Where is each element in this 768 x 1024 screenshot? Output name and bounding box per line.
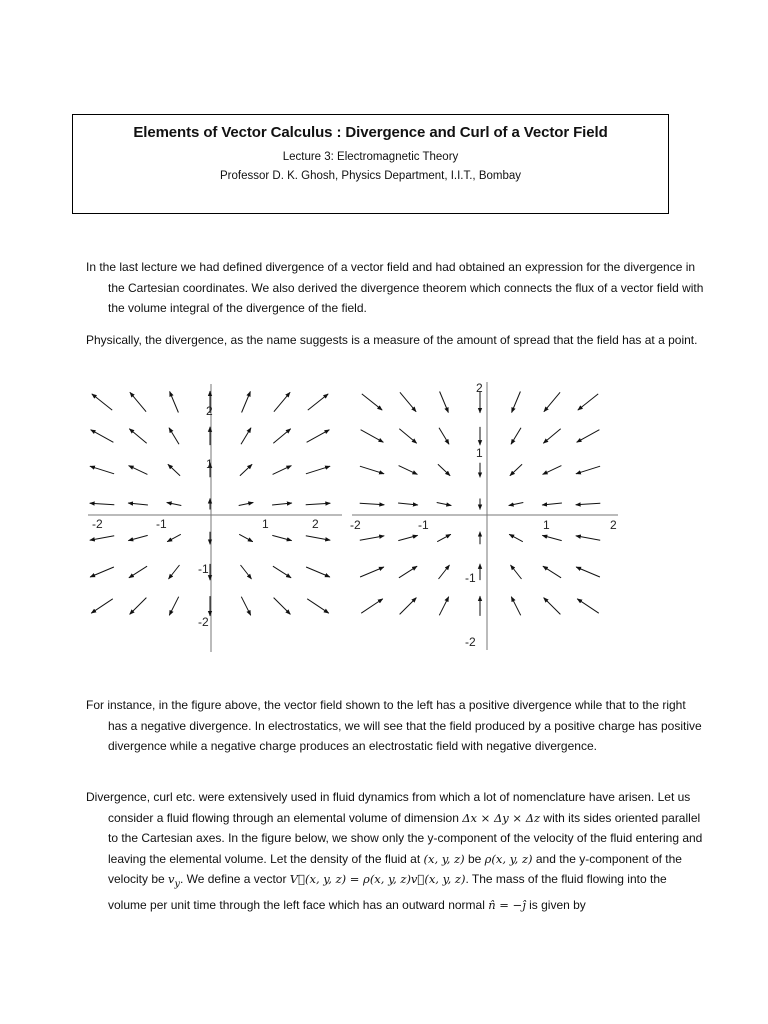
field-arrow — [399, 429, 416, 444]
left-tick-label: 2 — [206, 404, 213, 418]
field-arrow — [439, 428, 449, 445]
left-tick-label: -2 — [92, 517, 103, 531]
field-arrow — [91, 430, 114, 443]
field-arrow — [509, 503, 524, 506]
divergent-field-plot — [88, 384, 342, 652]
convergent-field-plot — [350, 381, 618, 650]
field-arrow — [306, 503, 331, 505]
lecture-subtitle: Lecture 3: Electromagnetic Theory — [282, 151, 459, 163]
field-arrow — [273, 429, 290, 444]
field-arrow — [273, 466, 292, 475]
field-arrow — [398, 503, 418, 505]
math-vector-definition: V⃗(x, y, z) = ρ(x, y, z)v⃗(x, y, z) — [289, 872, 466, 886]
field-arrow — [543, 566, 561, 578]
field-arrow — [90, 567, 114, 577]
field-arrow — [542, 535, 561, 540]
left-tick-label: -1 — [156, 517, 167, 531]
field-arrow — [510, 464, 522, 475]
field-arrow — [543, 466, 562, 475]
field-arrow — [577, 599, 599, 613]
field-arrow — [272, 503, 292, 505]
field-arrow — [307, 599, 329, 613]
left-tick-label: 1 — [206, 457, 213, 471]
field-arrow — [241, 565, 252, 579]
right-tick-label: -2 — [350, 518, 361, 532]
math-normal: n̂ = −ĵ — [488, 897, 526, 912]
math-dimension: Δx × Δy × Δz — [462, 810, 541, 825]
field-arrow — [91, 599, 113, 613]
field-arrow — [360, 536, 384, 540]
field-arrow — [361, 599, 383, 613]
right-tick-label: 1 — [476, 446, 483, 460]
field-arrow — [129, 429, 146, 444]
field-arrow — [360, 466, 384, 474]
field-arrow — [169, 565, 180, 579]
field-arrow — [272, 535, 291, 540]
field-arrow — [544, 598, 561, 615]
field-arrow — [399, 466, 418, 475]
paragraph-intro: In the last lecture we had defined divergence of a vector field and had obtained an expression for the divergence in the Cartesian coordinates. We also derived the divergence theorem which connects the flux of a vector field with the volume integral of the divergence of the field. — [86, 260, 704, 315]
field-arrow — [241, 428, 251, 445]
text-run: Divergence, curl etc. were extensively used in fluid dynamics from which a lot of nomenclature have arisen. Let us consider a fluid flowing through an elemental volume of dimension — [86, 790, 691, 825]
field-arrow — [511, 428, 521, 445]
paragraph-fluid — [86, 787, 708, 915]
field-arrow — [239, 503, 254, 506]
right-tick-label: 2 — [476, 381, 483, 395]
document-title: Elements of Vector Calculus : Divergence and Curl of a Vector Field — [133, 124, 608, 141]
field-arrow — [577, 430, 600, 443]
field-arrow — [90, 536, 114, 540]
field-arrow — [543, 429, 560, 444]
left-tick-label: 1 — [262, 517, 269, 531]
right-tick-label: -1 — [465, 571, 476, 585]
left-tick-label: -2 — [198, 615, 209, 629]
field-arrow — [360, 567, 384, 577]
text-run: is given by — [525, 897, 586, 912]
field-arrow — [400, 392, 416, 411]
field-arrow — [169, 597, 178, 616]
field-arrow — [128, 535, 147, 540]
field-arrow — [440, 392, 449, 413]
math-velocity-symbol: v — [168, 872, 175, 886]
text-run: and the y-component of the velocity be — [108, 851, 682, 886]
right-tick-label: 1 — [543, 518, 550, 532]
field-arrow — [578, 394, 598, 410]
field-arrow — [128, 503, 148, 505]
field-arrow — [90, 466, 114, 474]
field-arrow — [438, 464, 450, 475]
field-arrow — [512, 392, 521, 413]
vector-field-figure — [80, 380, 640, 655]
text-run: be — [464, 851, 485, 866]
field-arrow — [437, 503, 452, 506]
field-arrow — [360, 503, 385, 505]
field-arrow — [576, 503, 601, 505]
field-arrow — [308, 394, 328, 410]
field-arrow — [511, 597, 520, 616]
field-arrow — [167, 534, 181, 541]
field-arrow — [544, 392, 560, 411]
field-arrow — [167, 503, 182, 506]
title-box — [72, 114, 669, 214]
field-arrow — [92, 394, 112, 410]
text-run: . The mass of the fluid flowing into the volume per unit time through the left face which has an outward normal — [108, 872, 667, 912]
text-run: . We define a vector — [179, 872, 290, 886]
field-arrow — [398, 535, 417, 540]
field-arrow — [437, 534, 451, 541]
right-tick-label: -1 — [418, 518, 429, 532]
field-arrow — [273, 566, 291, 578]
field-arrow — [399, 566, 417, 578]
field-arrow — [130, 392, 146, 411]
right-tick-label: 2 — [610, 518, 617, 532]
field-arrow — [306, 536, 330, 540]
field-arrow — [439, 565, 450, 579]
field-arrow — [169, 428, 179, 445]
field-arrow — [576, 536, 600, 540]
field-arrow — [240, 464, 252, 475]
field-arrow — [576, 567, 600, 577]
math-velocity — [168, 872, 180, 890]
field-arrow — [400, 598, 417, 615]
field-arrow — [576, 466, 600, 474]
field-arrow — [241, 597, 250, 616]
paragraph-example: For instance, in the figure above, the vector field shown to the left has a positive divergence while that to the right has a negative divergence. In electrostatics, we will see that the field produced by a positive charge has positive divergence while a negative charge produces an electrostatic field with negative divergence. — [86, 698, 702, 753]
field-arrow — [130, 598, 147, 615]
left-tick-label: 2 — [312, 517, 319, 531]
field-arrow — [242, 392, 251, 413]
math-velocity-subscript: y — [174, 878, 180, 890]
math-point: (x, y, z) — [423, 851, 465, 866]
field-arrow — [307, 430, 330, 443]
field-arrow — [129, 566, 147, 578]
field-arrow — [362, 394, 382, 410]
author-line: Professor D. K. Ghosh, Physics Department, I.I.T., Bombay — [219, 170, 522, 182]
field-arrow — [129, 466, 148, 475]
math-density: ρ(x, y, z) — [484, 851, 533, 866]
field-arrow — [274, 598, 291, 615]
field-arrow — [90, 503, 115, 505]
field-arrow — [168, 464, 180, 475]
field-arrow — [542, 503, 562, 505]
field-arrow — [306, 466, 330, 474]
field-arrow — [361, 430, 384, 443]
field-arrow — [306, 567, 330, 577]
field-arrow — [511, 565, 522, 579]
right-tick-label: -2 — [465, 635, 476, 649]
field-arrow — [439, 597, 448, 616]
field-arrow — [239, 534, 253, 541]
text-run: with its sides oriented parallel to the Cartesian axes. In the figure below, we show only the y-component of the velocity of the fluid entering and leaving the elemental volume. Let the density of the fluid at — [108, 810, 703, 866]
field-arrow — [170, 392, 179, 413]
paragraph-physical-meaning: Physically, the divergence, as the name suggests is a measure of the amount of spread that the field has at a point. — [86, 333, 698, 347]
left-tick-label: -1 — [198, 562, 209, 576]
field-arrow — [274, 392, 290, 411]
field-arrow — [509, 534, 523, 541]
